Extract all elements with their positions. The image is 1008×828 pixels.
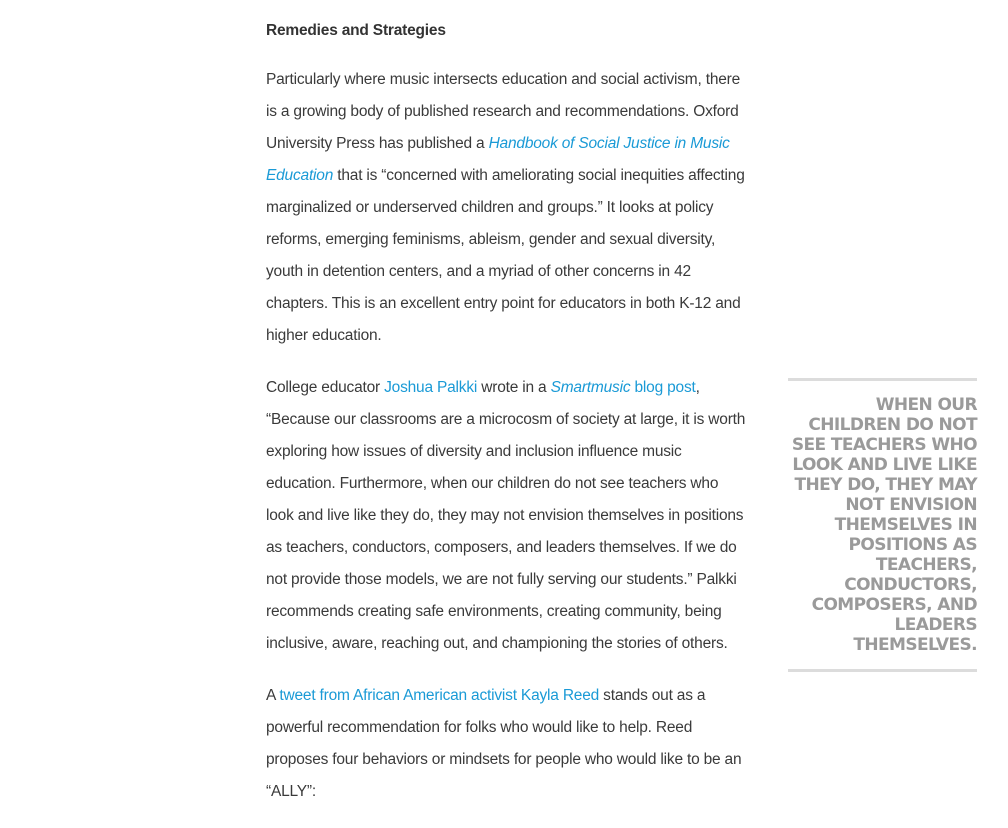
- handbook-link[interactable]: Handbook of Social Justice in Music Education: [266, 135, 730, 184]
- paragraph-text: , “Because our classrooms are a microcosm of society at large, it is worth exploring how issues of diversity and inclusion influence music education. Furthermore, when our children do not see teachers who look and live like they do, they may not envision themselves in positions as teachers, conductors, composers, and leaders themselves. If we do not provide those models, we are not fully serving our students.” Palkki recommends creating safe environments, creating community, being inclusive, aware, reaching out, and championing the stories of others.: [266, 379, 746, 652]
- article-body: [266, 18, 746, 828]
- paragraph-kayla-reed: [266, 680, 746, 808]
- pull-quote-text: WHEN OUR CHILDREN DO NOT SEE TEACHERS WHO LOOK AND LIVE LIKE THEY DO, THEY MAY NOT ENVISION THEMSELVES IN POSITIONS AS TEACHERS, CONDUCTORS, COMPOSERS, AND LEADERS THEMSELVES.: [791, 395, 977, 655]
- pull-quote: [788, 378, 977, 672]
- kayla-reed-tweet-link[interactable]: tweet from African American activist Kayla Reed: [279, 687, 600, 704]
- paragraph-text: wrote in a: [477, 379, 551, 396]
- paragraph-text: stands out as a powerful recommendation for folks who would like to help. Reed proposes four behaviors or mindsets for people who would like to be an “ALLY”:: [266, 687, 742, 800]
- smartmusic-link-text: Smartmusic: [550, 379, 631, 396]
- smartmusic-blog-post-link[interactable]: [551, 379, 696, 396]
- paragraph-text: College educator: [266, 379, 385, 396]
- paragraph-handbook: [266, 64, 746, 352]
- section-heading: Remedies and Strategies: [266, 22, 446, 39]
- paragraph-text: that is “concerned with ameliorating social inequities affecting marginalized or underserved children and groups.” It looks at policy reforms, emerging feminisms, ableism, gender and sexual diversity, youth in detention centers, and a myriad of other concerns in 42 chapters. This is an excellent entry point for educators in both K-12 and higher education.: [266, 167, 745, 344]
- paragraph-palkki: [266, 372, 746, 660]
- joshua-palkki-link[interactable]: Joshua Palkki: [384, 379, 478, 396]
- paragraph-text: Particularly where music intersects education and social activism, there is a growing body of published research and recommendations. Oxford University Press has published a: [266, 71, 741, 152]
- blog-post-link-text: blog post: [630, 379, 696, 396]
- paragraph-text: A: [266, 687, 280, 704]
